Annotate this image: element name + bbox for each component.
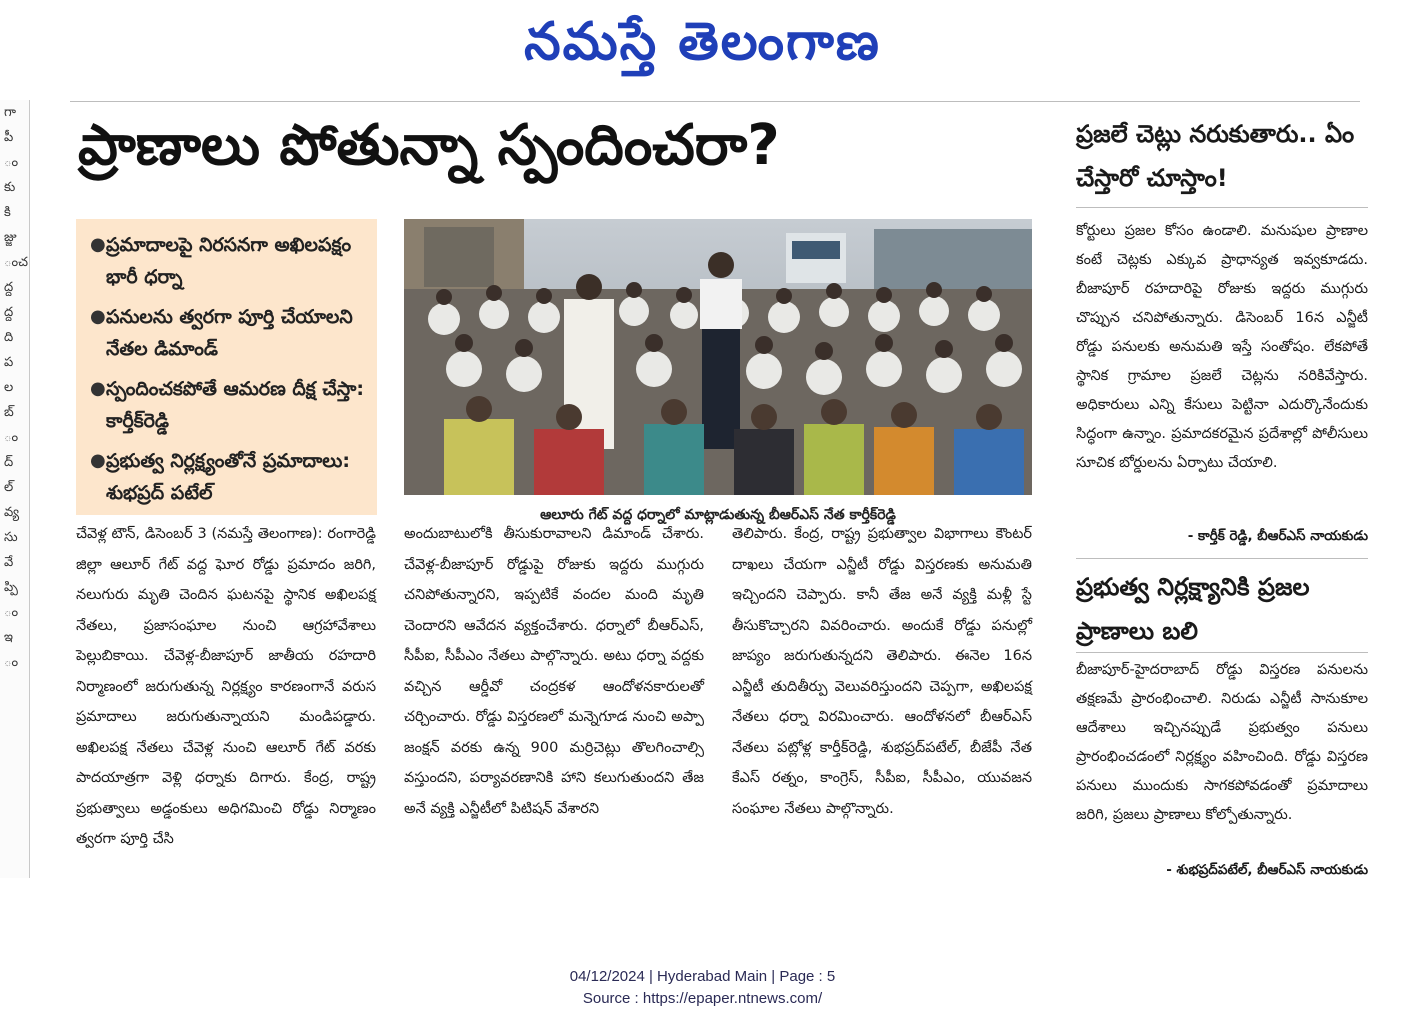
highlight-text: ప్రమాదాలపై నిరసనగా అఖిలపక్షం భారీ ధర్నా <box>106 234 352 288</box>
highlight-item <box>90 445 367 509</box>
strip-fragment: బ్ <box>4 405 14 420</box>
strip-fragment: ప్పి <box>4 580 18 595</box>
article-column-1: చేవెళ్ల టౌన్, డిసెంబర్ 3 (నమస్తే తెలంగాణ): రంగారెడ్డి జిల్లా ఆలూర్ గేట్ వద్ద ఘోర రోడ్డు ప్రమాదం జరిగి, నలుగురు మృతి చెందిన ఘటనపై స్థానిక అఖిలపక్ష నేతలు, ప్రజాసంఘాల నుంచి ఆగ్రహావేశాలు పెల్లుబికాయి. చేవెళ్ల-బీజాపూర్ జాతీయ రహదారి నిర్మాణంలో జరుగుతున్న నిర్లక్ష్యం కారణంగానే వరుస ప్రమాదాలు జరుగుతున్నాయని మండిపడ్డారు. అఖిలపక్ష నేతలు చేవెళ్ల నుంచి ఆలూర్ గేట్ వరకు పాదయాత్రగా వెళ్లి ధర్నాకు దిగారు. కేంద్ర, రాష్ట్ర ప్రభుత్వాలు అడ్డంకులు అధిగమించి రోడ్డు నిర్మాణం త్వరగా పూర్తి చేసి <box>76 526 376 847</box>
bullet-icon: ● <box>90 306 106 327</box>
strip-fragment: ద్ <box>4 455 14 470</box>
footer-source-link[interactable]: Source : https://epaper.ntnews.com/ <box>582 990 823 1007</box>
strip-fragment: జ్జు <box>4 230 17 245</box>
highlight-text: స్పందించకపోతే ఆమరణ దీక్ష చేస్తా: కార్తీక్‌రెడ్డి <box>106 378 364 432</box>
sidebar-quote-heading-1: ప్రజలే చెట్లు నరుకుతారు.. ఏం చేస్తారో చూస్తాం! <box>1076 120 1355 192</box>
masthead-title: నమస్తే తెలంగాణ <box>524 11 881 72</box>
photo-caption: ఆలూరు గేట్ వద్ద ధర్నాలో మాట్లాడుతున్న బీఆర్ఎస్ నేత కార్తీక్‌రెడ్డి <box>540 507 896 523</box>
strip-fragment: కు <box>4 180 16 195</box>
strip-fragment: ం <box>4 155 19 170</box>
sidebar-quote-heading-2: ప్రభుత్వ నిర్లక్ష్యానికి ప్రజల ప్రాణాలు బలి <box>1076 573 1310 645</box>
strip-fragment: ం <box>4 430 19 445</box>
strip-fragment: ం <box>4 605 19 620</box>
bullet-icon: ● <box>90 450 106 471</box>
strip-fragment: గా <box>4 105 16 120</box>
sidebar-divider-lower <box>1076 652 1368 653</box>
highlight-item <box>90 229 367 293</box>
strip-fragment: ల <box>4 380 14 395</box>
strip-fragment: సు <box>4 530 18 545</box>
strip-fragment: కి <box>4 205 11 220</box>
strip-fragment: ద్ద <box>4 280 14 295</box>
highlight-text: పనులను త్వరగా పూర్తి చేయాలని నేతల డిమాండ్ <box>106 306 353 360</box>
protest-photo-illustration <box>404 219 1032 495</box>
strip-fragment: వే <box>4 555 14 570</box>
strip-fragment: ప <box>4 355 14 370</box>
sidebar-divider-middle <box>1076 558 1368 559</box>
adjacent-column-strip <box>0 100 30 878</box>
strip-fragment: ంచ <box>4 255 28 270</box>
highlight-item <box>90 373 367 437</box>
strip-fragment: ది <box>4 330 14 345</box>
highlights-box <box>76 219 377 515</box>
strip-fragment: ం <box>4 655 19 670</box>
article-column-3: తెలిపారు. కేంద్ర, రాష్ట్ర ప్రభుత్వాల విభాగాలు కౌంటర్ దాఖలు చేయగా ఎన్జీటీ రోడ్డు విస్తరణకు అనుమతి ఇచ్చిందని చెప్పారు. కానీ తేజ అనే వ్యక్తి మళ్లీ స్టే తీసుకొచ్చారని వివరించారు. అందుకే రోడ్డు పనుల్లో జాప్యం జరుగుతున్నదని తెలిపారు. ఈనెల 16న ఎన్జీటీ తుదితీర్పు వెలువరిస్తుందని చెప్పగా, అఖిలపక్ష నేతలు ధర్నా విరమించారు. ఆందోళనలో బీఆర్ఎస్ నేతలు పట్లోళ్ల కార్తీక్‌రెడ్డి, శుభప్రద్‌పటేల్, బీజేపీ నేత కేఎస్ రత్నం, కాంగ్రెస్, సీపీఐ, సీపీఎం, యువజన సంఘాల నేతలు పాల్గొన్నారు. <box>732 526 1032 817</box>
footer-edition-info: 04/12/2024 | Hyderabad Main | Page : 5 <box>569 968 836 985</box>
sidebar-attribution-2: - శుభప్రద్‌పటేల్, బీఆర్ఎస్ నాయకుడు <box>1166 862 1368 878</box>
strip-fragment: ద్ద <box>4 305 14 320</box>
strip-fragment: పీ <box>4 130 14 145</box>
protest-photo <box>404 219 1032 495</box>
sidebar-divider-top <box>1076 207 1368 208</box>
highlight-item <box>90 301 367 365</box>
top-divider <box>70 101 1360 102</box>
article-column-2: అందుబాటులోకి తీసుకురావాలని డిమాండ్ చేశారు. చేవెళ్ల-బీజాపూర్ రోడ్డుపై రోజుకు ఇద్దరు ముగ్గురు చనిపోతున్నారని, ఇప్పటికే వందల మంది మృతి చెందారని ఆవేదన వ్యక్తంచేశారు. ధర్నాలో బీఆర్ఎస్, సీపీఐ, సీపీఎం నేతలు పాల్గొన్నారు. అటు ధర్నా వద్దకు వచ్చిన ఆర్డీవో చంద్రకళ ఆందోళనకారులతో చర్చించారు. రోడ్డు విస్తరణలో మన్నెగూడ నుంచి అప్పా జంక్షన్ వరకు ఉన్న 900 మర్రిచెట్లు తొలగించాల్సి వస్తుందని, పర్యావరణానికి హాని కలుగుతుందని తేజ అనే వ్యక్తి ఎన్జీటీలో పిటిషన్ వేశారని <box>404 526 704 817</box>
sidebar-attribution-1: - కార్తీక్ రెడ్డి, బీఆర్ఎస్ నాయకుడు <box>1187 528 1368 544</box>
strip-fragment: వ్య <box>4 505 20 520</box>
strip-fragment: ఇ <box>4 630 13 645</box>
bullet-icon: ● <box>90 234 106 255</box>
article-headline: ప్రాణాలు పోతున్నా స్పందించరా? <box>78 113 780 178</box>
strip-fragment: ల్ <box>4 480 14 495</box>
sidebar-quote-body-1: కోర్టులు ప్రజల కోసం ఉండాలి. మనుషుల ప్రాణాల కంటే చెట్లకు ఎక్కువ ప్రాధాన్యత ఇవ్వకూడదు. బీజాపూర్ రహదారిపై రోజుకు ఇద్దరు ముగ్గురు చొప్పున చనిపోతున్నారు. డిసెంబర్ 16న ఎన్జీటీ రోడ్డు పనులకు అనుమతి ఇస్తే సంతోషం. లేకపోతే స్థానిక గ్రామాల ప్రజలే చెట్లను నరికివేస్తారు. అధికారులు ఎన్ని కేసులు పెట్టినా ఎదుర్కొనేందుకు సిద్ధంగా ఉన్నాం. ప్రమాదకరమైన ప్రదేశాల్లో పోలీసులు సూచిక బోర్డులను ఏర్పాటు చేయాలి. <box>1076 223 1368 471</box>
sidebar-quote-body-2: బీజాపూర్-హైదరాబాద్ రోడ్డు విస్తరణ పనులను తక్షణమే ప్రారంభించాలి. నిరుడు ఎన్జీటీ సానుకూల ఆదేశాలు ఇచ్చినప్పుడే ప్రభుత్వం పనులు ప్రారంభించడంలో నిర్లక్ష్యం వహించింది. రోడ్డు విస్తరణ పనులు ముందుకు సాగకపోవడంతో ప్రమాదాలు జరిగి, ప్రజలు ప్రాణాలు కోల్పోతున్నారు. <box>1076 662 1368 823</box>
highlight-text: ప్రభుత్వ నిర్లక్ష్యంతోనే ప్రమాదాలు: శుభప్రద్ పటేల్ <box>106 450 350 504</box>
bullet-icon: ● <box>90 378 106 399</box>
